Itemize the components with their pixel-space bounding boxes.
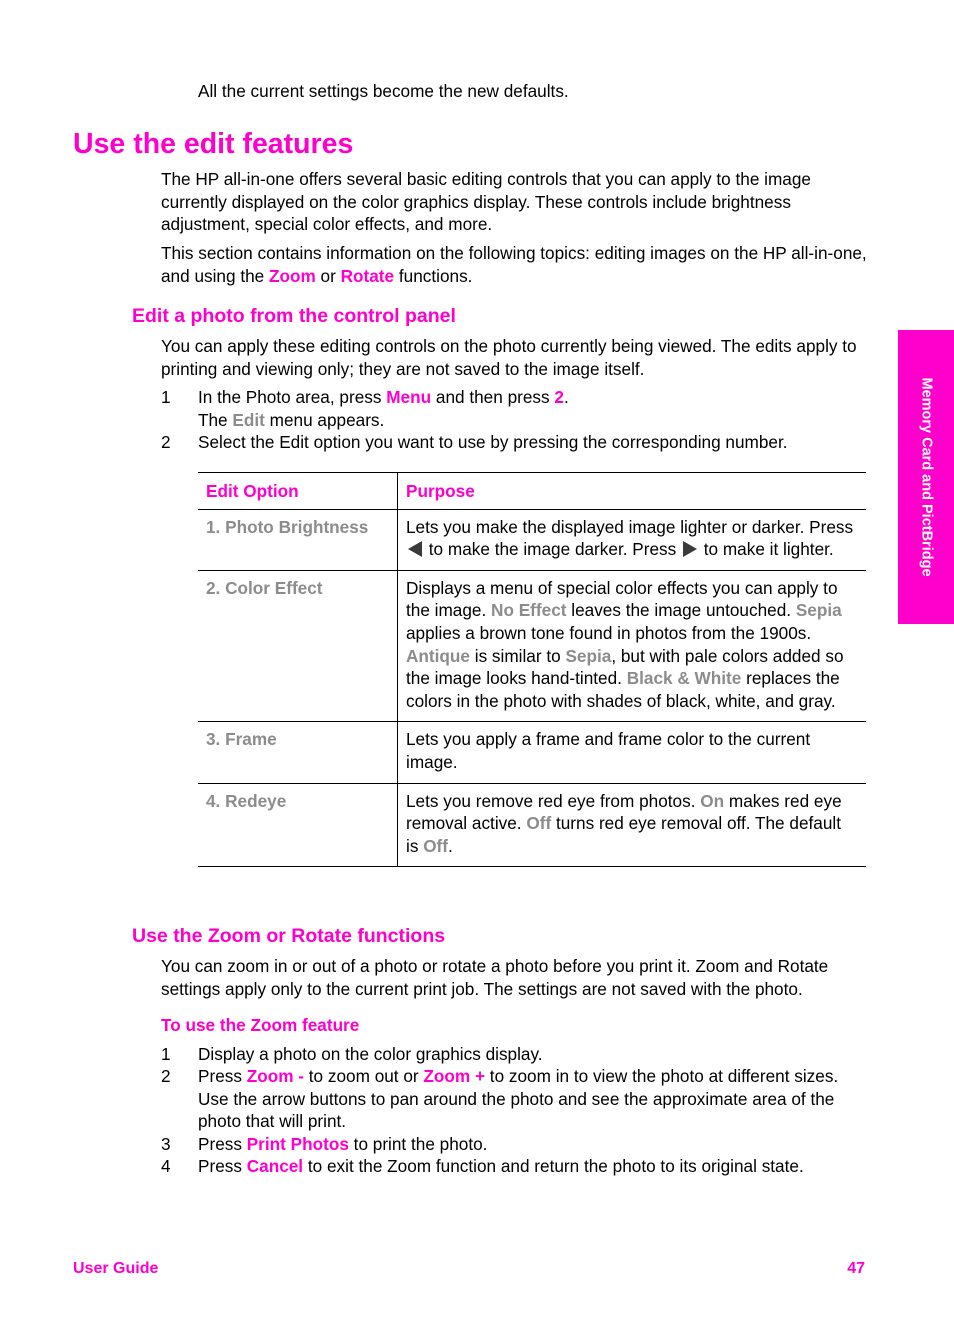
column-header-edit-option: Edit Option [198, 473, 398, 509]
text: to print the photo. [348, 1134, 488, 1154]
text: replaces the colors in the photo with shades of black, white, and gray. [406, 668, 840, 711]
zoom-minus-term: Zoom - [246, 1066, 304, 1086]
text: In the Photo area, press [198, 387, 387, 407]
text: . [563, 387, 569, 407]
sepia-term: Sepia [565, 645, 612, 666]
topics-paragraph [161, 242, 867, 287]
step-number: 4 [161, 1156, 171, 1176]
zoom-term: Zoom [268, 265, 316, 286]
step-body [198, 1133, 867, 1156]
step-number: 1 [161, 1044, 171, 1064]
step-body: Select the Edit option you want to use by pressing the corresponding number. [198, 432, 788, 452]
table-row [198, 722, 866, 783]
text: leaves the image untouched. [566, 600, 796, 621]
purpose-cell: Lets you apply a frame and frame color to the current image. [406, 729, 811, 772]
text: . [448, 835, 453, 856]
table-row [198, 784, 866, 868]
antique-term: Antique [406, 645, 470, 666]
right-arrow-icon [683, 541, 697, 557]
menu-term: Menu [386, 387, 432, 407]
text: Press [198, 1134, 247, 1154]
text: to make the image darker. Press [424, 539, 681, 560]
text: applies a brown tone found in photos from the 1900s. [406, 622, 812, 643]
footer-guide-name: User Guide [73, 1260, 159, 1277]
text: to zoom in to view the photo at different sizes. Use the arrow buttons to pan around the photo and see the approximate area of the photo that will print. [198, 1066, 839, 1132]
no-effect-term: No Effect [491, 600, 567, 621]
print-photos-term: Print Photos [246, 1134, 349, 1154]
table-header-row [198, 472, 866, 510]
table-row [198, 571, 866, 723]
step-number: 1 [161, 387, 171, 407]
zoom-step-2 [161, 1065, 867, 1133]
option-frame: 3. Frame [198, 722, 398, 782]
text: Press [198, 1066, 247, 1086]
cancel-term: Cancel [246, 1156, 304, 1176]
zoom-plus-term: Zoom + [423, 1066, 486, 1086]
column-header-purpose: Purpose [406, 481, 475, 501]
step-body [198, 1065, 867, 1133]
chapter-side-tab [898, 330, 954, 624]
step-2 [161, 431, 867, 454]
option-redeye: 4. Redeye [198, 784, 398, 867]
off-term: Off [526, 813, 552, 834]
rotate-term: Rotate [340, 265, 395, 286]
purpose-cell [398, 571, 866, 722]
purpose-cell [398, 784, 866, 867]
section-heading-zoom-rotate: Use the Zoom or Rotate functions [132, 925, 446, 947]
step-number: 2 [161, 1066, 171, 1086]
subheading-zoom-feature: To use the Zoom feature [161, 1015, 360, 1035]
step-body [198, 386, 867, 431]
text: Displays a menu of special color effects you can apply to the image. [406, 577, 838, 621]
text: is similar to [469, 645, 566, 666]
edit-options-table [198, 472, 866, 867]
text: , but with pale colors added so the image looks hand-tinted. [406, 645, 844, 689]
option-color-effect: 2. Color Effect [198, 571, 398, 722]
text: to exit the Zoom function and return the photo to its original state. [303, 1156, 804, 1176]
zoom-step-3 [161, 1133, 867, 1156]
two-term: 2 [554, 387, 564, 407]
text: or [315, 265, 341, 286]
text: Lets you make the displayed image lighter or darker. Press [406, 516, 854, 537]
zoom-step-1 [161, 1043, 867, 1066]
chapter-tab-label: Memory Card and PictBridge [918, 377, 935, 577]
text: turns red eye removal off. The default is [406, 813, 841, 856]
zoom-step-4 [161, 1155, 867, 1178]
section-heading-edit-photo: Edit a photo from the control panel [132, 305, 456, 327]
step-number: 3 [161, 1134, 171, 1154]
zoom-rotate-paragraph: You can zoom in or out of a photo or rotate a photo before you print it. Zoom and Rotate settings apply only to the current print job. The settings are not saved with the photo. [161, 956, 829, 999]
left-arrow-icon [408, 541, 422, 557]
intro-line: All the current settings become the new defaults. [198, 81, 569, 101]
table-row [198, 510, 866, 571]
footer-page-number: 47 [847, 1260, 865, 1277]
option-photo-brightness: 1. Photo Brightness [198, 510, 398, 570]
text: Press [198, 1156, 247, 1176]
step-body: Display a photo on the color graphics display. [198, 1044, 543, 1064]
black-white-term: Black & White [626, 668, 742, 689]
text: makes red eye removal active. [406, 790, 842, 834]
step-body [198, 1155, 867, 1178]
text: to zoom out or [304, 1066, 424, 1086]
text: and then press [431, 387, 555, 407]
text: menu appears. [264, 409, 385, 430]
edit-photo-paragraph: You can apply these editing controls on the photo currently being viewed. The edits apply to printing and viewing only; they are not saved to the image itself. [161, 336, 857, 379]
intro-paragraph: The HP all-in-one offers several basic editing controls that you can apply to the image currently displayed on the color graphics display. These controls include brightness adjustment, special color effects, and more. [161, 169, 811, 235]
text: This section contains information on the following topics: editing images on the HP all-in-one, and using the [161, 243, 867, 286]
text: Lets you remove red eye from photos. [406, 790, 701, 811]
text: functions. [394, 265, 473, 286]
off-term: Off [423, 835, 449, 856]
purpose-cell [398, 510, 866, 570]
sepia-term: Sepia [795, 600, 842, 621]
on-term: On [700, 790, 725, 811]
text: to make it lighter. [698, 539, 834, 560]
step-1 [161, 386, 867, 431]
text: The [198, 409, 233, 430]
page-title: Use the edit features [73, 128, 354, 160]
step-number: 2 [161, 432, 171, 452]
edit-term: Edit [232, 409, 265, 430]
